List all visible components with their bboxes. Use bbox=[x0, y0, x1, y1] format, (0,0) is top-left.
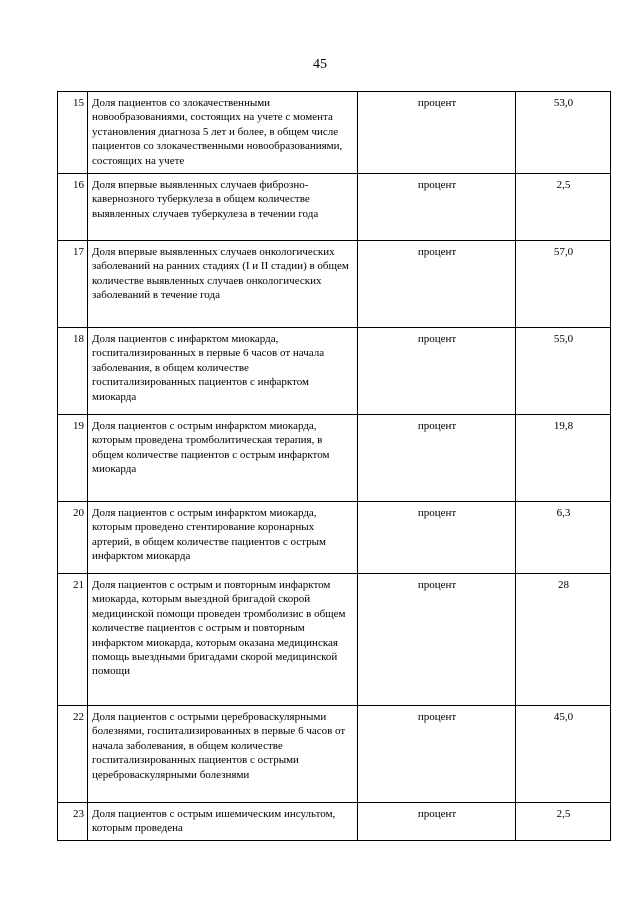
table-row bbox=[58, 328, 611, 415]
unit-cell: процент bbox=[358, 241, 516, 328]
page-number: 45 bbox=[313, 57, 327, 72]
indicator-name: Доля пациентов с острым инфарктом миокарда, которым проведено стентирование коронарных артерий, в общем количестве пациентов с острым инфарктом миокарда bbox=[88, 502, 358, 574]
row-number: 22 bbox=[58, 706, 88, 803]
row-number: 18 bbox=[58, 328, 88, 415]
unit-cell: процент bbox=[358, 706, 516, 803]
row-number: 20 bbox=[58, 502, 88, 574]
indicator-name: Доля пациентов с острыми цереброваскулярными болезнями, госпитализированных в первые 6 часов от начала заболевания, в общем количестве госпитализированных пациентов с острыми цереброваскулярными болезнями bbox=[88, 706, 358, 803]
unit-cell: процент bbox=[358, 174, 516, 241]
indicators-table bbox=[57, 91, 611, 841]
value-cell: 2,5 bbox=[516, 174, 611, 241]
unit-cell: процент bbox=[358, 415, 516, 502]
indicator-name: Доля пациентов с острым ишемическим инсультом, которым проведена bbox=[88, 803, 358, 841]
row-number: 16 bbox=[58, 174, 88, 241]
indicator-name: Доля впервые выявленных случаев фиброзно-кавернозного туберкулеза в общем количестве выявленных случаев туберкулеза в течении года bbox=[88, 174, 358, 241]
table-row bbox=[58, 92, 611, 174]
table-row bbox=[58, 706, 611, 803]
unit-cell: процент bbox=[358, 328, 516, 415]
table-row bbox=[58, 241, 611, 328]
table-row bbox=[58, 415, 611, 502]
table-row bbox=[58, 803, 611, 841]
row-number: 17 bbox=[58, 241, 88, 328]
value-cell: 28 bbox=[516, 574, 611, 706]
value-cell: 6,3 bbox=[516, 502, 611, 574]
row-number: 15 bbox=[58, 92, 88, 174]
row-number: 23 bbox=[58, 803, 88, 841]
table-row bbox=[58, 502, 611, 574]
unit-cell: процент bbox=[358, 502, 516, 574]
row-number: 19 bbox=[58, 415, 88, 502]
value-cell: 45,0 bbox=[516, 706, 611, 803]
unit-cell: процент bbox=[358, 803, 516, 841]
indicator-name: Доля пациентов с инфарктом миокарда, госпитализированных в первые 6 часов от начала заболевания, в общем количестве госпитализированных пациентов с инфарктом миокарда bbox=[88, 328, 358, 415]
value-cell: 53,0 bbox=[516, 92, 611, 174]
value-cell: 57,0 bbox=[516, 241, 611, 328]
value-cell: 55,0 bbox=[516, 328, 611, 415]
unit-cell: процент bbox=[358, 92, 516, 174]
table-row bbox=[58, 174, 611, 241]
indicator-name: Доля впервые выявленных случаев онкологических заболеваний на ранних стадиях (I и II стадии) в общем количестве выявленных случаев онкологических заболеваний в течение года bbox=[88, 241, 358, 328]
indicator-name: Доля пациентов с острым и повторным инфарктом миокарда, которым выездной бригадой скорой медицинской помощи проведен тромболизис в общем количестве пациентов с острым и повторным инфарктом миокарда, которым оказана медицинская помощь выездными бригадами скорой медицинской помощи bbox=[88, 574, 358, 706]
value-cell: 19,8 bbox=[516, 415, 611, 502]
indicator-name: Доля пациентов со злокачественными новообразованиями, состоящих на учете с момента установления диагноза 5 лет и более, в общем числе пациентов со злокачественными новообразованиями, состоящих на учете bbox=[88, 92, 358, 174]
value-cell: 2,5 bbox=[516, 803, 611, 841]
table-row bbox=[58, 574, 611, 706]
row-number: 21 bbox=[58, 574, 88, 706]
unit-cell: процент bbox=[358, 574, 516, 706]
indicator-name: Доля пациентов с острым инфарктом миокарда, которым проведена тромболитическая терапия, в общем количестве пациентов с острым инфарктом миокарда bbox=[88, 415, 358, 502]
